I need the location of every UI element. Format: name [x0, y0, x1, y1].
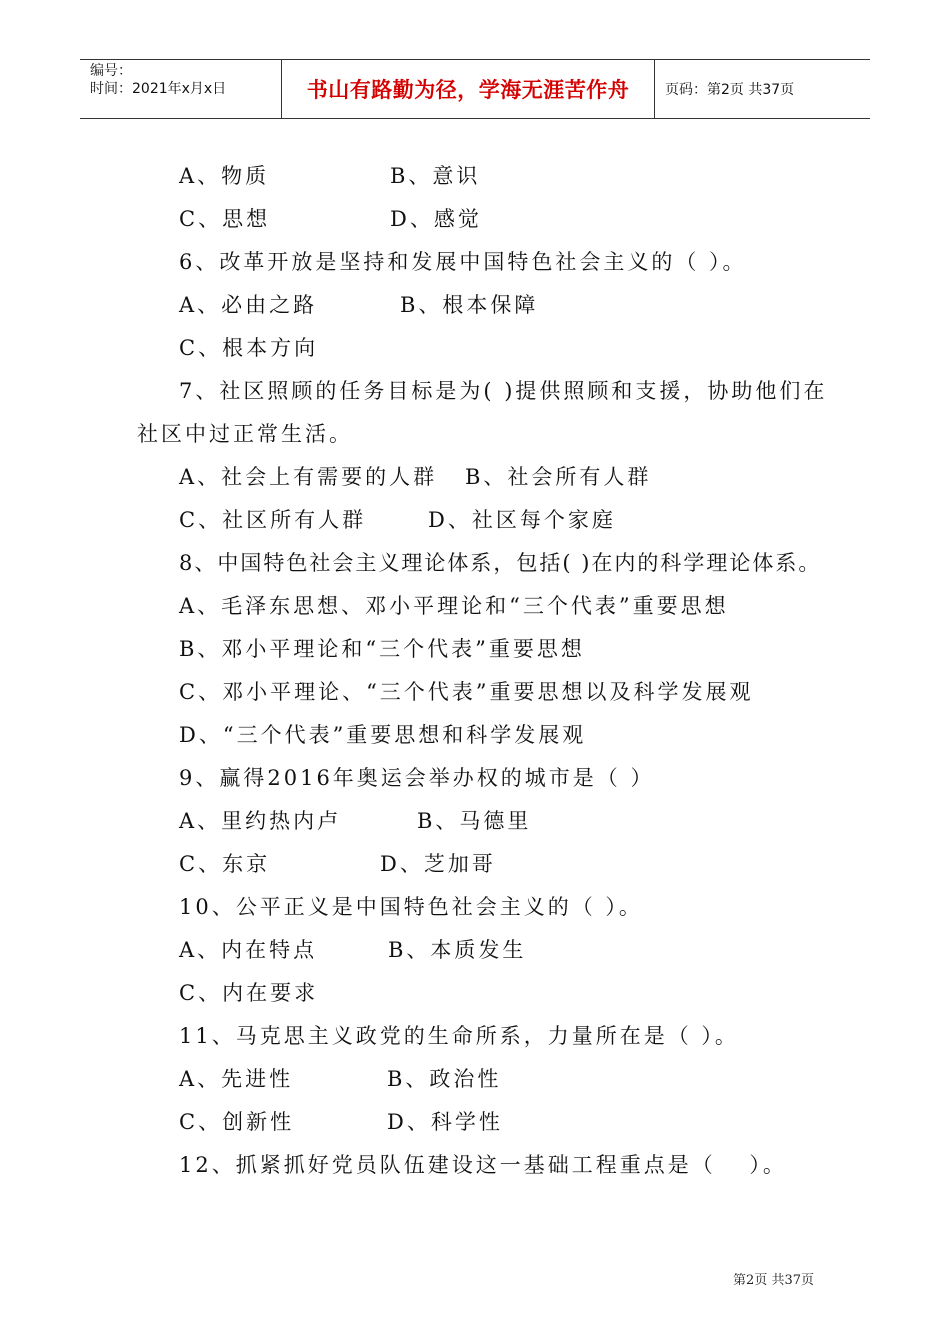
option-a: A、必由之路 — [179, 293, 318, 317]
option-a: A、社会上有需要的人群 — [179, 465, 438, 489]
option-c: C、根本方向 — [179, 336, 319, 360]
option-row — [0, 843, 950, 886]
question-8: 8、中国特色社会主义理论体系，包括( )在内的科学理论体系。 — [179, 551, 822, 575]
option-row — [0, 1058, 950, 1101]
option-row — [0, 456, 950, 499]
question-6: 6、改革开放是坚持和发展中国特色社会主义的（ ）。 — [179, 250, 747, 274]
page-header — [80, 59, 870, 119]
option-a: A、内在特点 — [179, 938, 318, 962]
header-page-info — [655, 60, 870, 118]
footer-page-number: 第2页 共37页 — [733, 1273, 814, 1288]
page-footer — [733, 1269, 814, 1288]
question-7: 7、社区照顾的任务目标是为( )提供照顾和支援，协助他们在 — [179, 379, 828, 403]
option-row — [0, 1101, 950, 1144]
option-d: D、感觉 — [390, 207, 482, 231]
option-b: B、政治性 — [387, 1067, 502, 1091]
option-row — [0, 929, 950, 972]
question-9: 9、赢得2016年奥运会举办权的城市是（ ） — [179, 766, 655, 790]
option-c: C、思想 — [179, 207, 271, 231]
option-row — [0, 155, 950, 198]
option-b: B、邓小平理论和“三个代表”重要思想 — [179, 637, 585, 661]
option-b: B、本质发生 — [388, 938, 527, 962]
option-c: C、邓小平理论、“三个代表”重要思想以及科学发展观 — [179, 680, 754, 704]
option-c: C、内在要求 — [179, 981, 319, 1005]
option-b: B、根本保障 — [400, 293, 539, 317]
option-row — [0, 800, 950, 843]
option-d: D、社区每个家庭 — [428, 508, 616, 532]
option-c: C、社区所有人群 — [179, 508, 367, 532]
option-d: D、科学性 — [387, 1110, 503, 1134]
option-d: D、芝加哥 — [380, 852, 496, 876]
header-motto — [282, 60, 655, 118]
document-date-label: 时间：2021年x月x日 — [90, 81, 227, 97]
question-list — [0, 155, 950, 1187]
option-row — [0, 284, 950, 327]
motto-text: 书山有路勤为径，学海无涯苦作舟 — [306, 78, 630, 102]
option-d: D、“三个代表”重要思想和科学发展观 — [179, 723, 587, 747]
option-a: A、毛泽东思想、邓小平理论和“三个代表”重要思想 — [179, 594, 729, 618]
document-number-label: 编号： — [90, 63, 132, 79]
question-12: 12、抓紧抓好党员队伍建设这一基础工程重点是（ ）。 — [179, 1153, 787, 1177]
option-row — [0, 499, 950, 542]
option-b: B、社会所有人群 — [465, 465, 652, 489]
option-a: A、里约热内卢 — [179, 809, 342, 833]
option-a: A、先进性 — [179, 1067, 294, 1091]
option-c: C、创新性 — [179, 1110, 295, 1134]
question-7-continued: 社区中过正常生活。 — [137, 422, 353, 446]
option-c: C、东京 — [179, 852, 271, 876]
header-meta — [80, 60, 282, 118]
header-page-number: 页码：第2页 共37页 — [665, 82, 795, 98]
question-11: 11、马克思主义政党的生命所系，力量所在是（ ）。 — [179, 1024, 739, 1048]
option-b: B、马德里 — [417, 809, 532, 833]
option-b: B、意识 — [390, 164, 481, 188]
option-row — [0, 198, 950, 241]
option-a: A、物质 — [179, 164, 270, 188]
question-10: 10、公平正义是中国特色社会主义的（ ）。 — [179, 895, 643, 919]
